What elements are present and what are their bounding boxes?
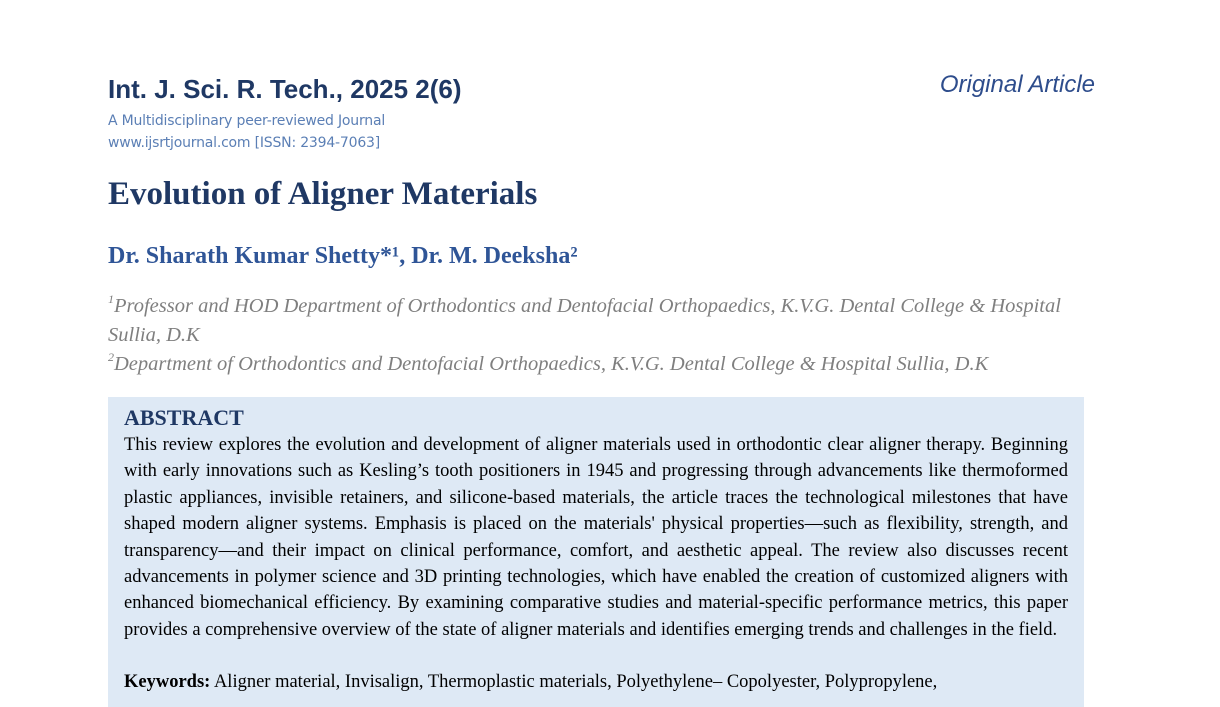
abstract-box	[108, 397, 1084, 707]
keywords-text: Aligner material, Invisalign, Thermoplastic materials, Polyethylene– Copolyester, Polypropylene,	[213, 672, 938, 692]
abstract-text: This review explores the evolution and development of aligner materials used in orthodontic clear aligner therapy. Beginning with early innovations such as Kesling’s tooth positioners in 1945 and progressing through advancements like thermoformed plastic appliances, invisible retainers, and silicone-based materials, the article traces the technological milestones that have shaped modern aligner systems. Emphasis is placed on the materials' physical properties—such as flexibility, strength, and transparency—and their impact on clinical performance, comfort, and aesthetic appeal. The review also discusses recent advancements in polymer science and 3D printing technologies, which have enabled the creation of customized aligners with enhanced biomechanical efficiency. By examining comparative studies and material-specific performance metrics, this paper provides a comprehensive overview of the state of aligner materials and identifies emerging trends and challenges in the field.	[124, 435, 1068, 640]
keywords-label: Keywords:	[124, 672, 211, 692]
paper-title: Evolution of Aligner Materials	[108, 176, 538, 212]
affiliation-2	[108, 343, 1078, 379]
journal-website[interactable]: www.ijsrtjournal.com [ISSN: 2394-7063]	[108, 135, 380, 151]
article-type-label: Original Article	[939, 71, 1095, 98]
affiliation-1	[108, 285, 1078, 350]
affiliation-1-text: Professor and HOD Department of Orthodontics and Dentofacial Orthopaedics, K.V.G. Dental College & Hospital Sullia, D.K	[108, 295, 1061, 346]
abstract-heading: ABSTRACT	[124, 405, 244, 430]
affiliation-1-marker: 1	[108, 292, 114, 306]
paper-authors: Dr. Sharath Kumar Shetty*¹, Dr. M. Deeksha²	[108, 243, 578, 269]
keywords-line	[124, 669, 1068, 695]
journal-citation: Int. J. Sci. R. Tech., 2025 2(6)	[108, 74, 462, 104]
affiliation-2-marker: 2	[108, 350, 114, 364]
affiliation-2-text: Department of Orthodontics and Dentofacial Orthopaedics, K.V.G. Dental College & Hospital Sullia, D.K	[114, 353, 989, 375]
journal-subtitle: A Multidisciplinary peer-reviewed Journal	[108, 113, 386, 129]
